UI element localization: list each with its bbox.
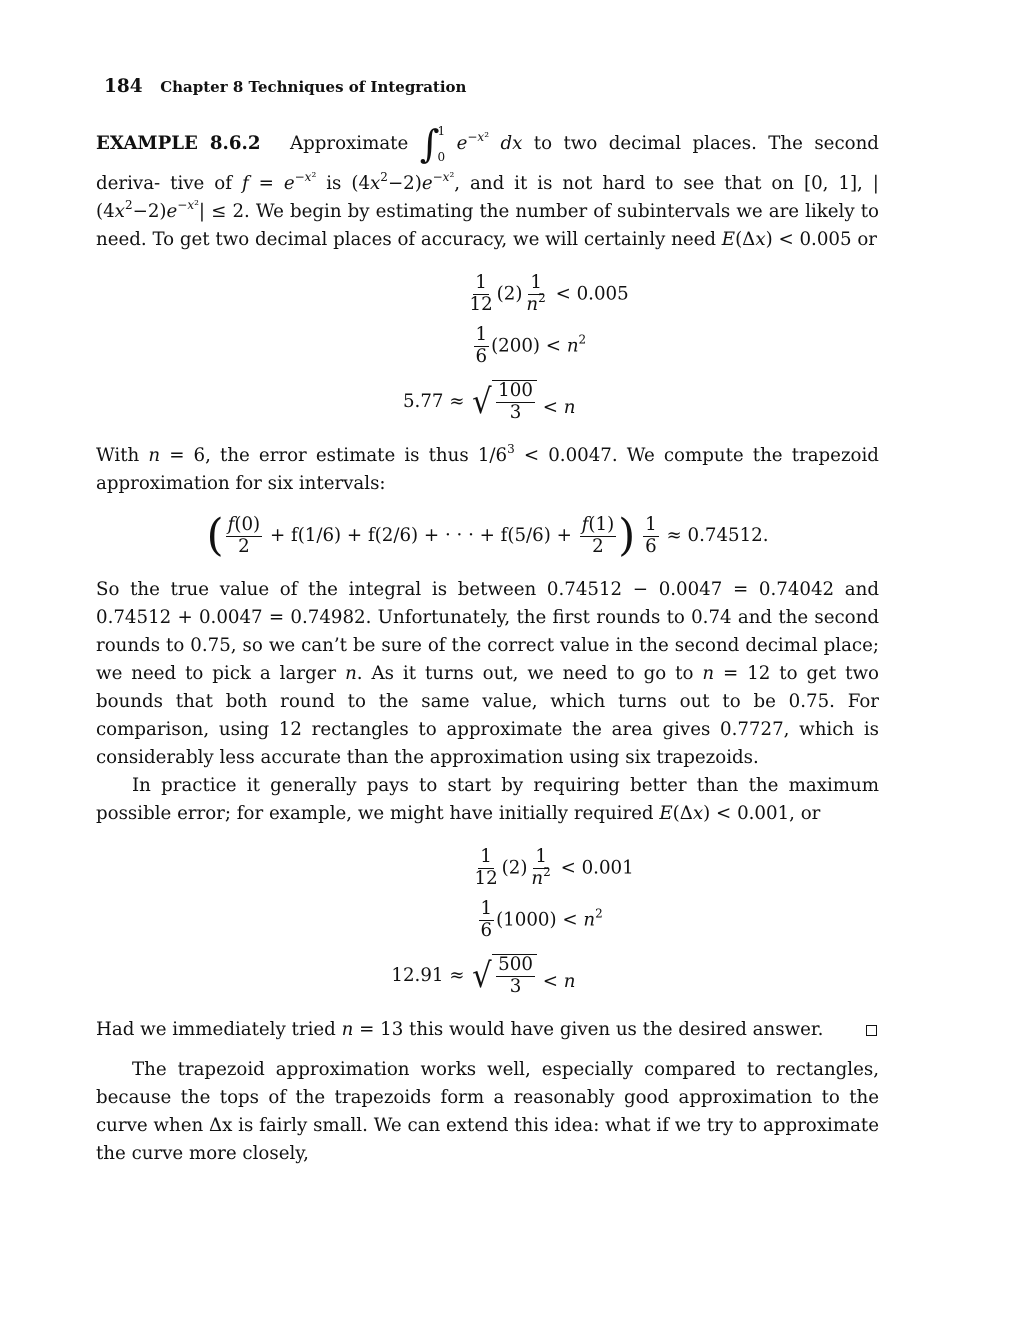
practice-paragraph: In practice it generally pays to start by requiring better than the maximum possible error; for example, we might have initially required E(Δx) < 0.001, or xyxy=(96,775,879,824)
running-head xyxy=(104,76,466,97)
integral-symbol: ∫ 1 0 xyxy=(419,122,446,166)
with-n-paragraph: With n = 6, the error estimate is thus $1/6^3 < 0.0047$. We compute the trapezoid approximation for six intervals: xyxy=(96,442,879,494)
example-label: EXAMPLE 8.6.2 xyxy=(96,133,261,154)
final-paragraph: The trapezoid approximation works well, especially compared to rectangles, because the tops of the trapezoids form a reasonably good approximation to the curve when Δx is fairly small. We can extend this idea: what if we try to approximate the curve more closely, xyxy=(96,1059,879,1164)
equation-block-1: $\frac{1}{12}$ (2) $\frac{1}{n^2}$ < 0.005 $\frac{1}{6}$ $(200) < n^2$ 5.77 ≈ √ $\frac{100}{3}$ < n xyxy=(402,271,629,423)
end-of-proof-icon xyxy=(866,1025,877,1036)
had-paragraph: Had we immediately tried n = 13 this would have given us the desired answer. xyxy=(96,1016,879,1044)
equation-block-2: $\frac{1}{12}$ (2) $\frac{1}{n^2}$ < 0.001 $\frac{1}{6}$ $(1000) < n^2$ 12.91 ≈ √ $\frac{500}{3}$ < n xyxy=(391,845,634,997)
chapter-title: Chapter 8 Techniques of Integration xyxy=(160,78,467,96)
page-body xyxy=(96,118,879,1168)
example-paragraph: EXAMPLE 8.6.2 Approximate ∫ 1 0 $e^{-x^2}$ dx to two decimal places. The second deriva- tive of $f = e^{-x^2}$ is $(4x^2-2)e^{-x^2}$, and it is not hard to see that on [0, 1], $|(4x^2-2)e^{-x^2}| \le 2$. We begin by estimating the number of subintervals we are likely to need. To get two decimal places of accuracy, we will certainly need E(Δx) < 0.005 or xyxy=(96,118,879,254)
so-paragraph: So the true value of the integral is between 0.74512 − 0.0047 = 0.74042 and 0.74512 + 0.0047 = 0.74982. Unfortunately, the first rounds to 0.74 and the second rounds to 0.75, so we can’t be sure of the correct value in the second decimal place; we need to pick a larger n. As it turns out, we need to go to n = 12 to get two bounds that both round to the same value, which turns out to be 0.75. For comparison, using 12 rectangles to approximate the area gives 0.7727, which is considerably less accurate than the approximation using six trapezoids. xyxy=(96,579,879,768)
page-number: 184 xyxy=(104,76,143,97)
trapezoid-formula: ( $\frac{f(0)}{2}$ + f(1/6) + f(2/6) + · · · + f(5/6) + $\frac{f(1)}{2}$ ) $\frac{1}{6}$ ≈ 0.74512. xyxy=(206,510,769,561)
